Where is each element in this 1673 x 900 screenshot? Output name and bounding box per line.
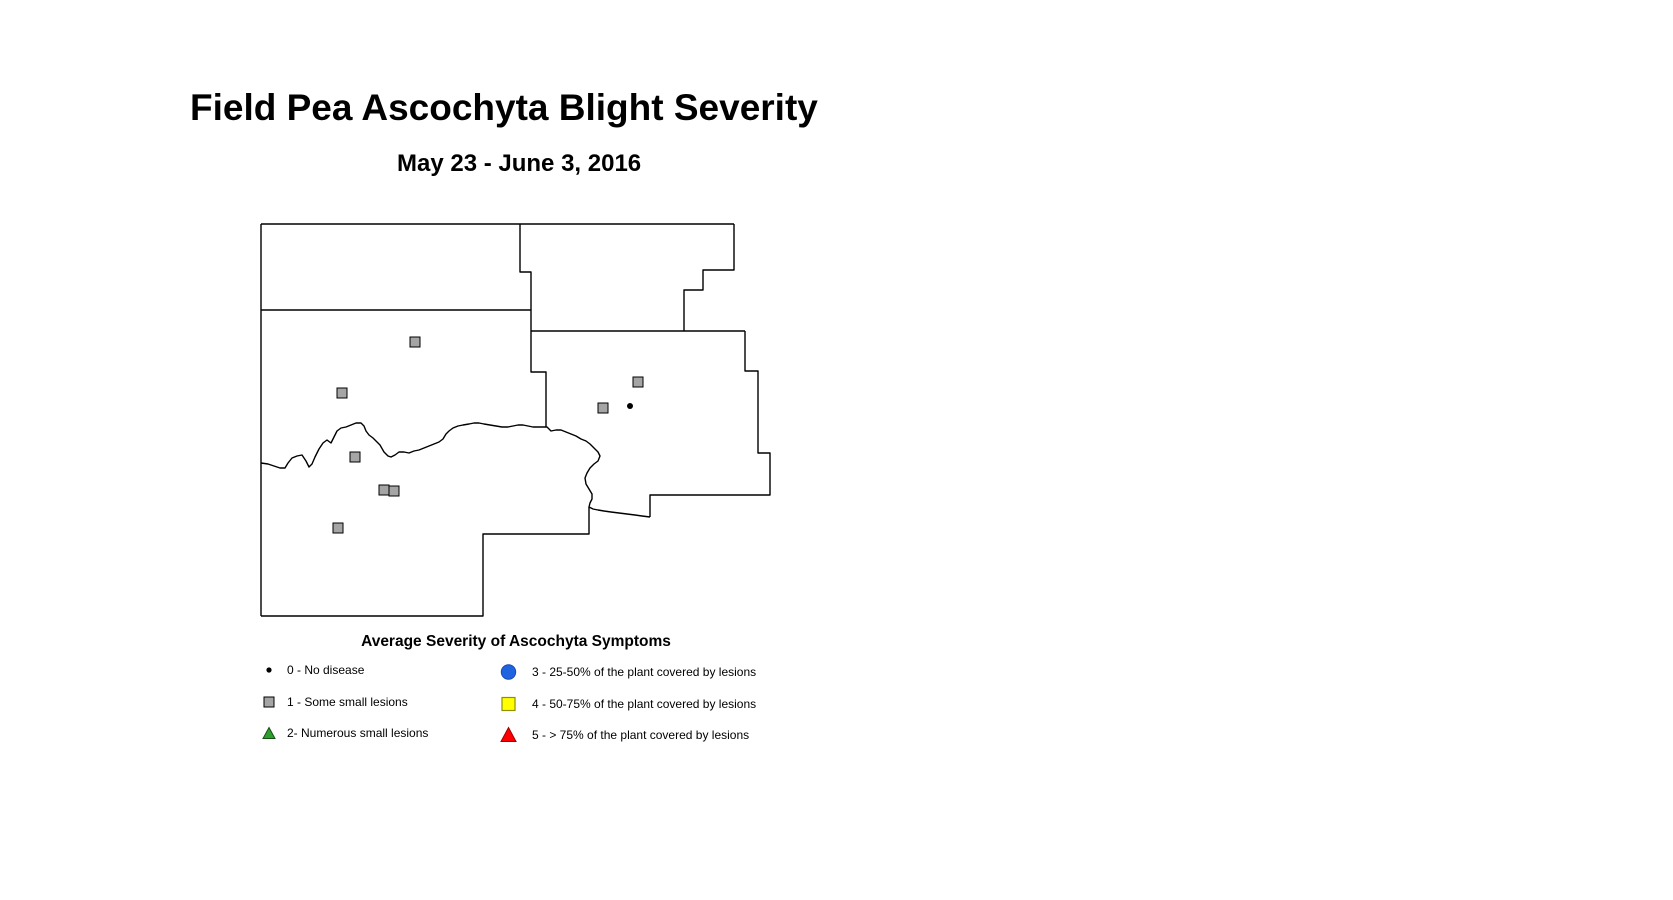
map-marker-severity-1 bbox=[410, 337, 420, 347]
legend-item-severity-4 bbox=[498, 695, 756, 713]
legend-label: 4 - 50-75% of the plant covered by lesions bbox=[532, 697, 757, 711]
legend-label: 3 - 25-50% of the plant covered by lesions bbox=[532, 665, 757, 679]
map-marker-severity-1 bbox=[598, 403, 608, 413]
date-range-subtitle: May 23 - June 3, 2016 bbox=[397, 150, 642, 177]
county-boundary-line bbox=[650, 331, 770, 517]
legend-label: 0 - No disease bbox=[287, 663, 365, 677]
map-marker-severity-1 bbox=[389, 486, 399, 496]
map-marker-severity-1 bbox=[633, 377, 643, 387]
county-boundary-line bbox=[684, 224, 734, 331]
legend-label: 2- Numerous small lesions bbox=[287, 726, 429, 740]
legend-title: Average Severity of Ascochyta Symptoms bbox=[361, 633, 671, 650]
map-marker-severity-1 bbox=[379, 485, 389, 495]
map-marker-severity-0 bbox=[627, 403, 633, 409]
map-marker-severity-1 bbox=[350, 452, 360, 462]
severity-2-triangle-icon bbox=[260, 724, 278, 742]
legend-item-severity-5 bbox=[498, 726, 749, 744]
county-boundary-line bbox=[520, 224, 546, 427]
legend-label: 1 - Some small lesions bbox=[287, 695, 408, 709]
county-boundary-line bbox=[261, 507, 589, 616]
severity-0-dot-icon bbox=[260, 661, 278, 679]
map-marker-severity-1 bbox=[333, 523, 343, 533]
legend-item-severity-1 bbox=[260, 693, 408, 711]
severity-4-square-icon bbox=[498, 695, 519, 713]
severity-3-circle-icon bbox=[498, 663, 519, 681]
map-marker-severity-1 bbox=[337, 388, 347, 398]
legend-item-severity-3 bbox=[498, 663, 756, 681]
page-title: Field Pea Ascochyta Blight Severity bbox=[190, 87, 818, 128]
severity-5-triangle-icon bbox=[498, 726, 519, 744]
county-boundary-line bbox=[261, 423, 650, 517]
legend-item-severity-0 bbox=[260, 661, 364, 679]
legend-item-severity-2 bbox=[260, 724, 428, 742]
severity-1-square-icon bbox=[260, 693, 278, 711]
legend-label: 5 - > 75% of the plant covered by lesions bbox=[532, 728, 750, 742]
